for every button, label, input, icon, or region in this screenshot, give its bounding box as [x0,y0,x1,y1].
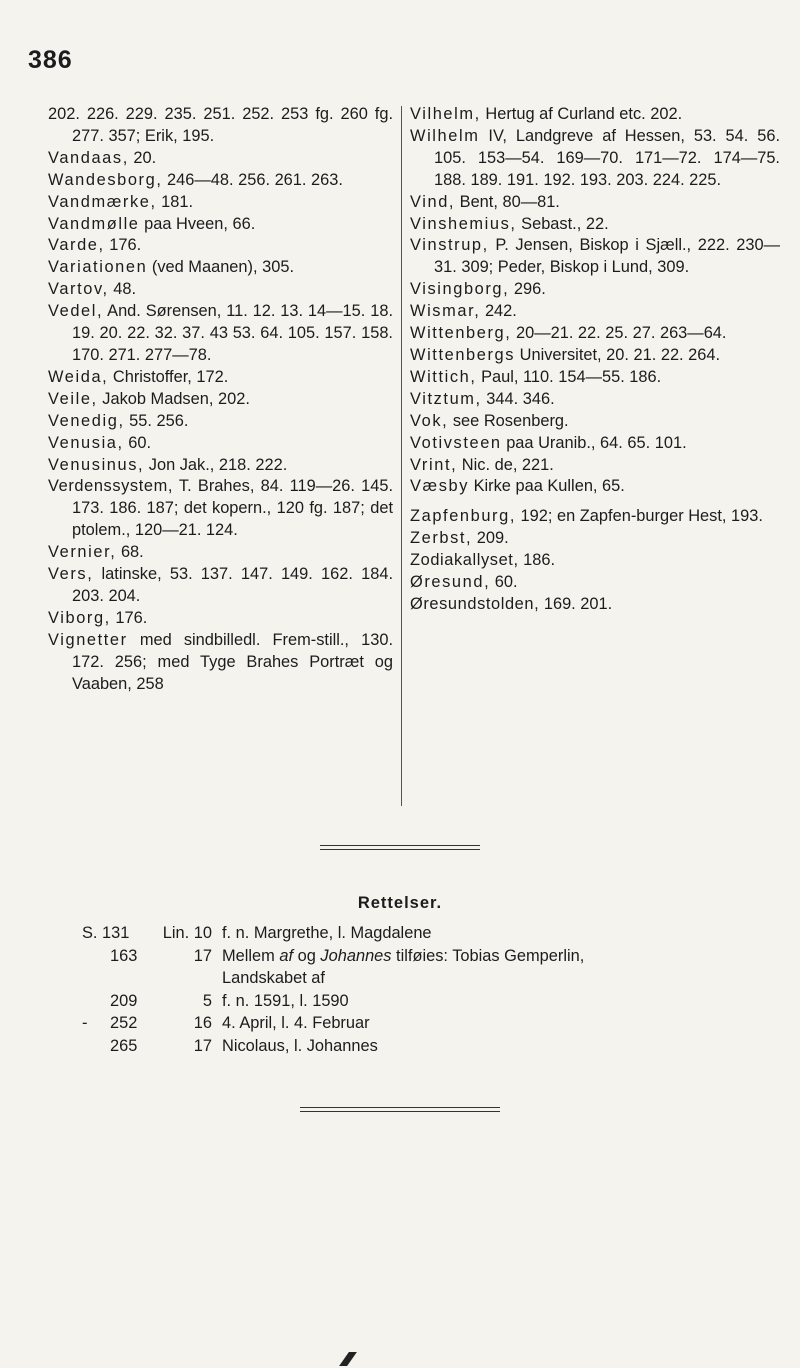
index-references: paa Hveen, 66. [139,214,256,233]
index-references: Jakob Madsen, 202. [97,389,250,408]
errata-page: 209 [110,991,138,1010]
index-entry [48,455,393,477]
errata-row [82,945,782,968]
index-headword: Weida, [48,367,109,386]
index-entry [48,104,393,148]
errata-prefix: S. [82,924,98,942]
index-headword: Variationen [48,258,148,277]
index-headword: Vartov, [48,280,109,299]
index-references: Jon Jak., 218. 222. [144,455,288,474]
column-divider [401,106,402,806]
index-references: med sindbilledl. Frem-still., 130. 172. 256; med Tyge Brahes Portræt og Vaaben, 258 [72,630,393,693]
index-entry [410,235,780,279]
index-references: 60. [123,433,152,452]
index-headword: Wismar, [410,302,481,321]
index-references: 296. [509,280,546,299]
index-references: 20. [128,148,157,167]
index-entry [48,411,393,433]
index-references: 176. [104,236,142,255]
errata-title: Rettelser. [357,894,443,912]
index-entry [48,192,393,214]
section-rule-top [320,845,480,850]
index-references: Paul, 110. 154—55. 186. [476,367,662,386]
index-headword: Vernier, [48,543,117,562]
index-entry [410,192,780,214]
index-headword: Vedel, [48,302,104,321]
index-headword: Vrint, [410,455,458,474]
index-headword: Øresundstolden, [410,594,540,613]
index-headword: Wittenberg, [410,324,512,343]
index-entry [48,257,393,279]
errata-line: Lin. 10 [162,924,212,942]
index-headword: Visingborg, [410,280,510,299]
index-entry [48,279,393,301]
index-headword: Verdenssystem, [48,477,174,496]
section-rule-bottom [300,1107,500,1112]
index-references: 55. 256. [124,411,189,430]
index-references: Sebast., 22. [516,214,609,233]
index-headword: Vinstrup, [410,236,489,255]
index-references: 60. [490,573,518,592]
index-headword: Vandmølle [48,214,140,233]
index-references: 242. [480,302,517,321]
index-entry [410,126,780,192]
index-entry [410,572,780,594]
index-headword: Øresund, [410,573,491,592]
errata-line [166,967,222,990]
index-entry [410,389,780,411]
index-references: 209. [472,529,509,548]
index-entry [410,345,780,367]
index-headword: Vignetter [48,630,128,649]
index-headword: Zapfenburg, [410,507,516,526]
ink-mark [339,1352,357,1366]
index-references: 246—48. 256. 261. 263. [162,170,343,189]
index-headword: Vandaas, [48,148,129,167]
index-entry [48,433,393,455]
index-group-v-w [410,104,780,498]
index-headword: Wittenbergs [410,345,516,364]
index-entry [48,608,393,630]
index-references: 344. 346. [481,389,555,408]
index-headword: Zodiakallyset, [410,551,519,570]
index-entry [48,389,393,411]
index-column-right [410,104,780,616]
index-headword: Væsby [410,477,470,496]
index-references: (ved Maanen), 305. [147,258,295,277]
index-headword: Varde, [48,236,105,255]
index-references: 68. [116,543,144,562]
index-entry [410,301,780,323]
index-references: paa Uranib., 64. 65. 101. [501,433,687,452]
index-references: And. Sørensen, 11. 12. 13. 14—15. 18. 19. 20. 22. 32. 37. 43 53. 64. 105. 157. 158. 170. 271. 277—78. [72,302,393,364]
index-references: 169. 201. [539,594,613,613]
errata-page: 131 [102,924,130,942]
index-column-left [48,104,393,695]
index-references: T. Brahes, 84. 119—26. 145. 173. 186. 187; det kopern., 120 fg. 187; det ptolem., 120—21. 124. [72,477,393,540]
index-headword: Vilhelm, [410,105,481,123]
index-entry [410,594,780,616]
index-entry [410,550,780,572]
errata-page: 265 [110,1036,138,1055]
errata-row [82,1035,782,1058]
index-headword: Viborg, [48,608,111,627]
errata-page: 252 [110,1014,138,1032]
index-headword: Votivsteen [410,433,502,452]
errata-page: 163 [110,946,138,965]
index-references: 202. 226. 229. 235. 251. 252. 253 fg. 260 fg. 277. 357; Erik, 195. [48,105,393,145]
errata-line: 17 [193,1036,212,1055]
index-entry [48,214,393,236]
errata-line: 16 [193,1014,212,1032]
page-number: 386 [28,46,73,74]
index-headword: Vind, [410,192,456,211]
errata-correction: Landskabet af [222,969,325,987]
errata-correction: f. n. 1591, l. 1590 [222,991,349,1010]
index-entry [48,170,393,192]
index-headword: Wilhelm [410,126,480,145]
index-group-z-o [410,506,780,616]
index-references: Kirke paa Kullen, 65. [469,477,625,496]
index-entry [48,476,393,542]
errata-correction: f. n. Margrethe, l. Magdalene [222,924,432,942]
index-references: 192; en Zapfen-burger Hest, 193. [516,507,763,526]
index-headword: Vok, [410,411,449,430]
index-entry [48,542,393,564]
index-entry [410,528,780,550]
errata-prefix [82,1035,110,1058]
index-references: Christoffer, 172. [108,367,229,386]
errata-page [110,967,166,990]
errata-prefix [82,990,110,1013]
index-entry [410,476,780,498]
index-headword: Wandesborg, [48,170,163,189]
errata-prefix: - [82,1014,88,1032]
index-references: 20—21. 22. 25. 27. 263—64. [511,324,727,343]
index-entry [48,367,393,389]
errata-prefix [82,945,110,968]
index-references: IV, Landgreve af Hessen, 53. 54. 56. 105. 153—54. 169—70. 171—72. 174—75. 188. 189. 191. 192. 193. 203. 224. 225. [434,126,780,189]
index-headword: Venusinus, [48,455,145,474]
index-headword: Venedig, [48,411,125,430]
index-entry [410,104,780,126]
index-headword: Vers, [48,565,94,584]
index-entry [48,564,393,608]
index-references: Nic. de, 221. [457,455,554,474]
index-references: 48. [108,280,137,299]
section-gap [410,498,780,506]
index-entry [410,433,780,455]
index-references: 186. [518,551,556,570]
index-references: P. Jensen, Biskop i Sjæll., 222. 230—31. 309; Peder, Biskop i Lund, 309. [434,236,780,277]
index-headword: Vinshemius, [410,214,517,233]
index-entry [48,630,393,696]
index-references: Universitet, 20. 21. 22. 264. [515,345,721,364]
index-headword: Wittich, [410,367,477,386]
index-headword: Vandmærke, [48,192,157,211]
index-entry [410,506,780,528]
index-entry [410,455,780,477]
index-references: latinske, 53. 137. 147. 149. 162. 184. 203. 204. [72,565,393,605]
index-headword: Vitztum, [410,389,482,408]
index-entry [48,148,393,170]
errata-row [82,1012,782,1035]
errata-correction: 4. April, l. 4. Februar [222,1014,370,1032]
index-headword: Zerbst, [410,529,473,548]
errata-row [82,990,782,1013]
index-entry [410,323,780,345]
errata-line: 17 [193,946,212,965]
index-references: Hertug af Curland etc. 202. [480,105,683,123]
index-entry [410,367,780,389]
index-references: 181. [156,192,194,211]
index-references: 176. [110,608,148,627]
errata-correction: Nicolaus, l. Johannes [222,1036,378,1055]
errata-row [82,922,782,945]
index-entry [410,214,780,236]
index-entry [410,411,780,433]
errata-prefix [82,967,110,990]
errata-correction: Mellem af og Johannes tilføies: Tobias Gemperlin, [222,946,585,965]
index-headword: Veile, [48,389,98,408]
index-entry [48,301,393,367]
index-entry [410,279,780,301]
errata-list [82,922,782,1057]
index-references: see Rosenberg. [448,411,569,430]
errata-line: 5 [202,991,212,1010]
index-entry [48,235,393,257]
errata-row [82,967,782,990]
index-references: Bent, 80—81. [455,192,560,211]
index-headword: Venusia, [48,433,124,452]
